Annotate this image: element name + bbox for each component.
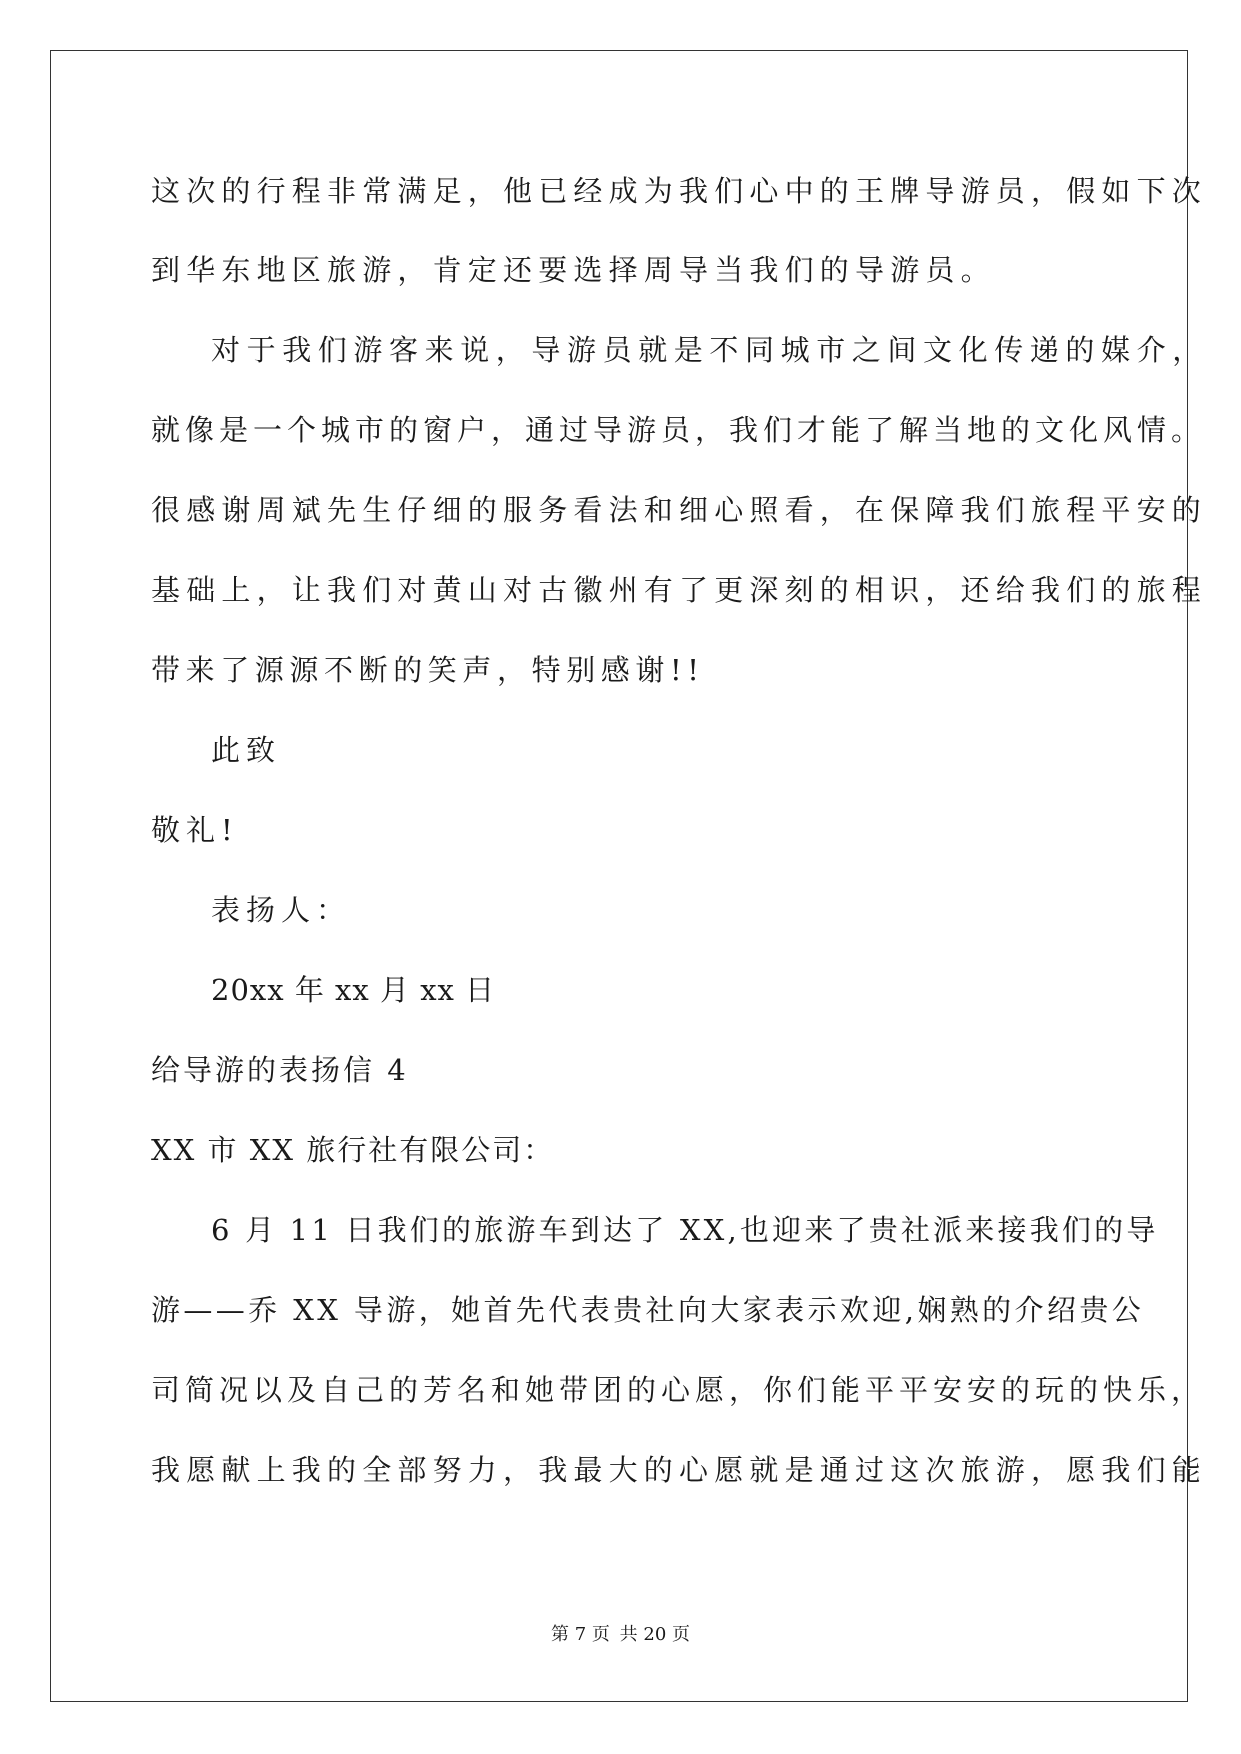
text-line: 带来了源源不断的笑声，特别感谢!! [151,653,705,687]
text-line: 就像是一个城市的窗户，通过导游员，我们才能了解当地的文化风情。 [151,413,1206,447]
section-title: 给导游的表扬信 4 [151,1053,409,1087]
closing-regards: 敬礼! [151,813,239,847]
closing-salutation: 此致 [211,733,282,767]
text-line: 游——乔 XX 导游，她首先代表贵社向大家表示欢迎,娴熟的介绍贵公 [151,1293,1145,1327]
page-footer [0,1626,1241,1644]
text-line: 基础上，让我们对黄山对古徽州有了更深刻的相识，还给我们的旅程 [151,573,1208,607]
text-line: 6 月 11 日我们的旅游车到达了 XX,也迎来了贵社派来接我们的导 [211,1213,1159,1247]
date-line: 20xx 年 xx 月 xx 日 [211,973,496,1007]
text-line: 对于我们游客来说，导游员就是不同城市之间文化传递的媒介， [211,333,1208,367]
text-line: 很感谢周斌先生仔细的服务看法和细心照看，在保障我们旅程平安的 [151,493,1208,527]
page-total: 共 20 页 [619,1624,690,1645]
page-number: 第 7 页 [551,1624,610,1645]
text-line: 司简况以及自己的芳名和她带团的心愿，你们能平平安安的玩的快乐， [151,1373,1206,1407]
text-line: 到华东地区旅游，肯定还要选择周导当我们的导游员。 [151,253,996,287]
signer-label: 表扬人： [211,893,352,927]
text-line: 这次的行程非常满足，他已经成为我们心中的王牌导游员，假如下次 [151,174,1208,208]
recipient-line: XX 市 XX 旅行社有限公司： [151,1133,555,1167]
text-line: 我愿献上我的全部努力，我最大的心愿就是通过这次旅游，愿我们能 [151,1453,1208,1487]
